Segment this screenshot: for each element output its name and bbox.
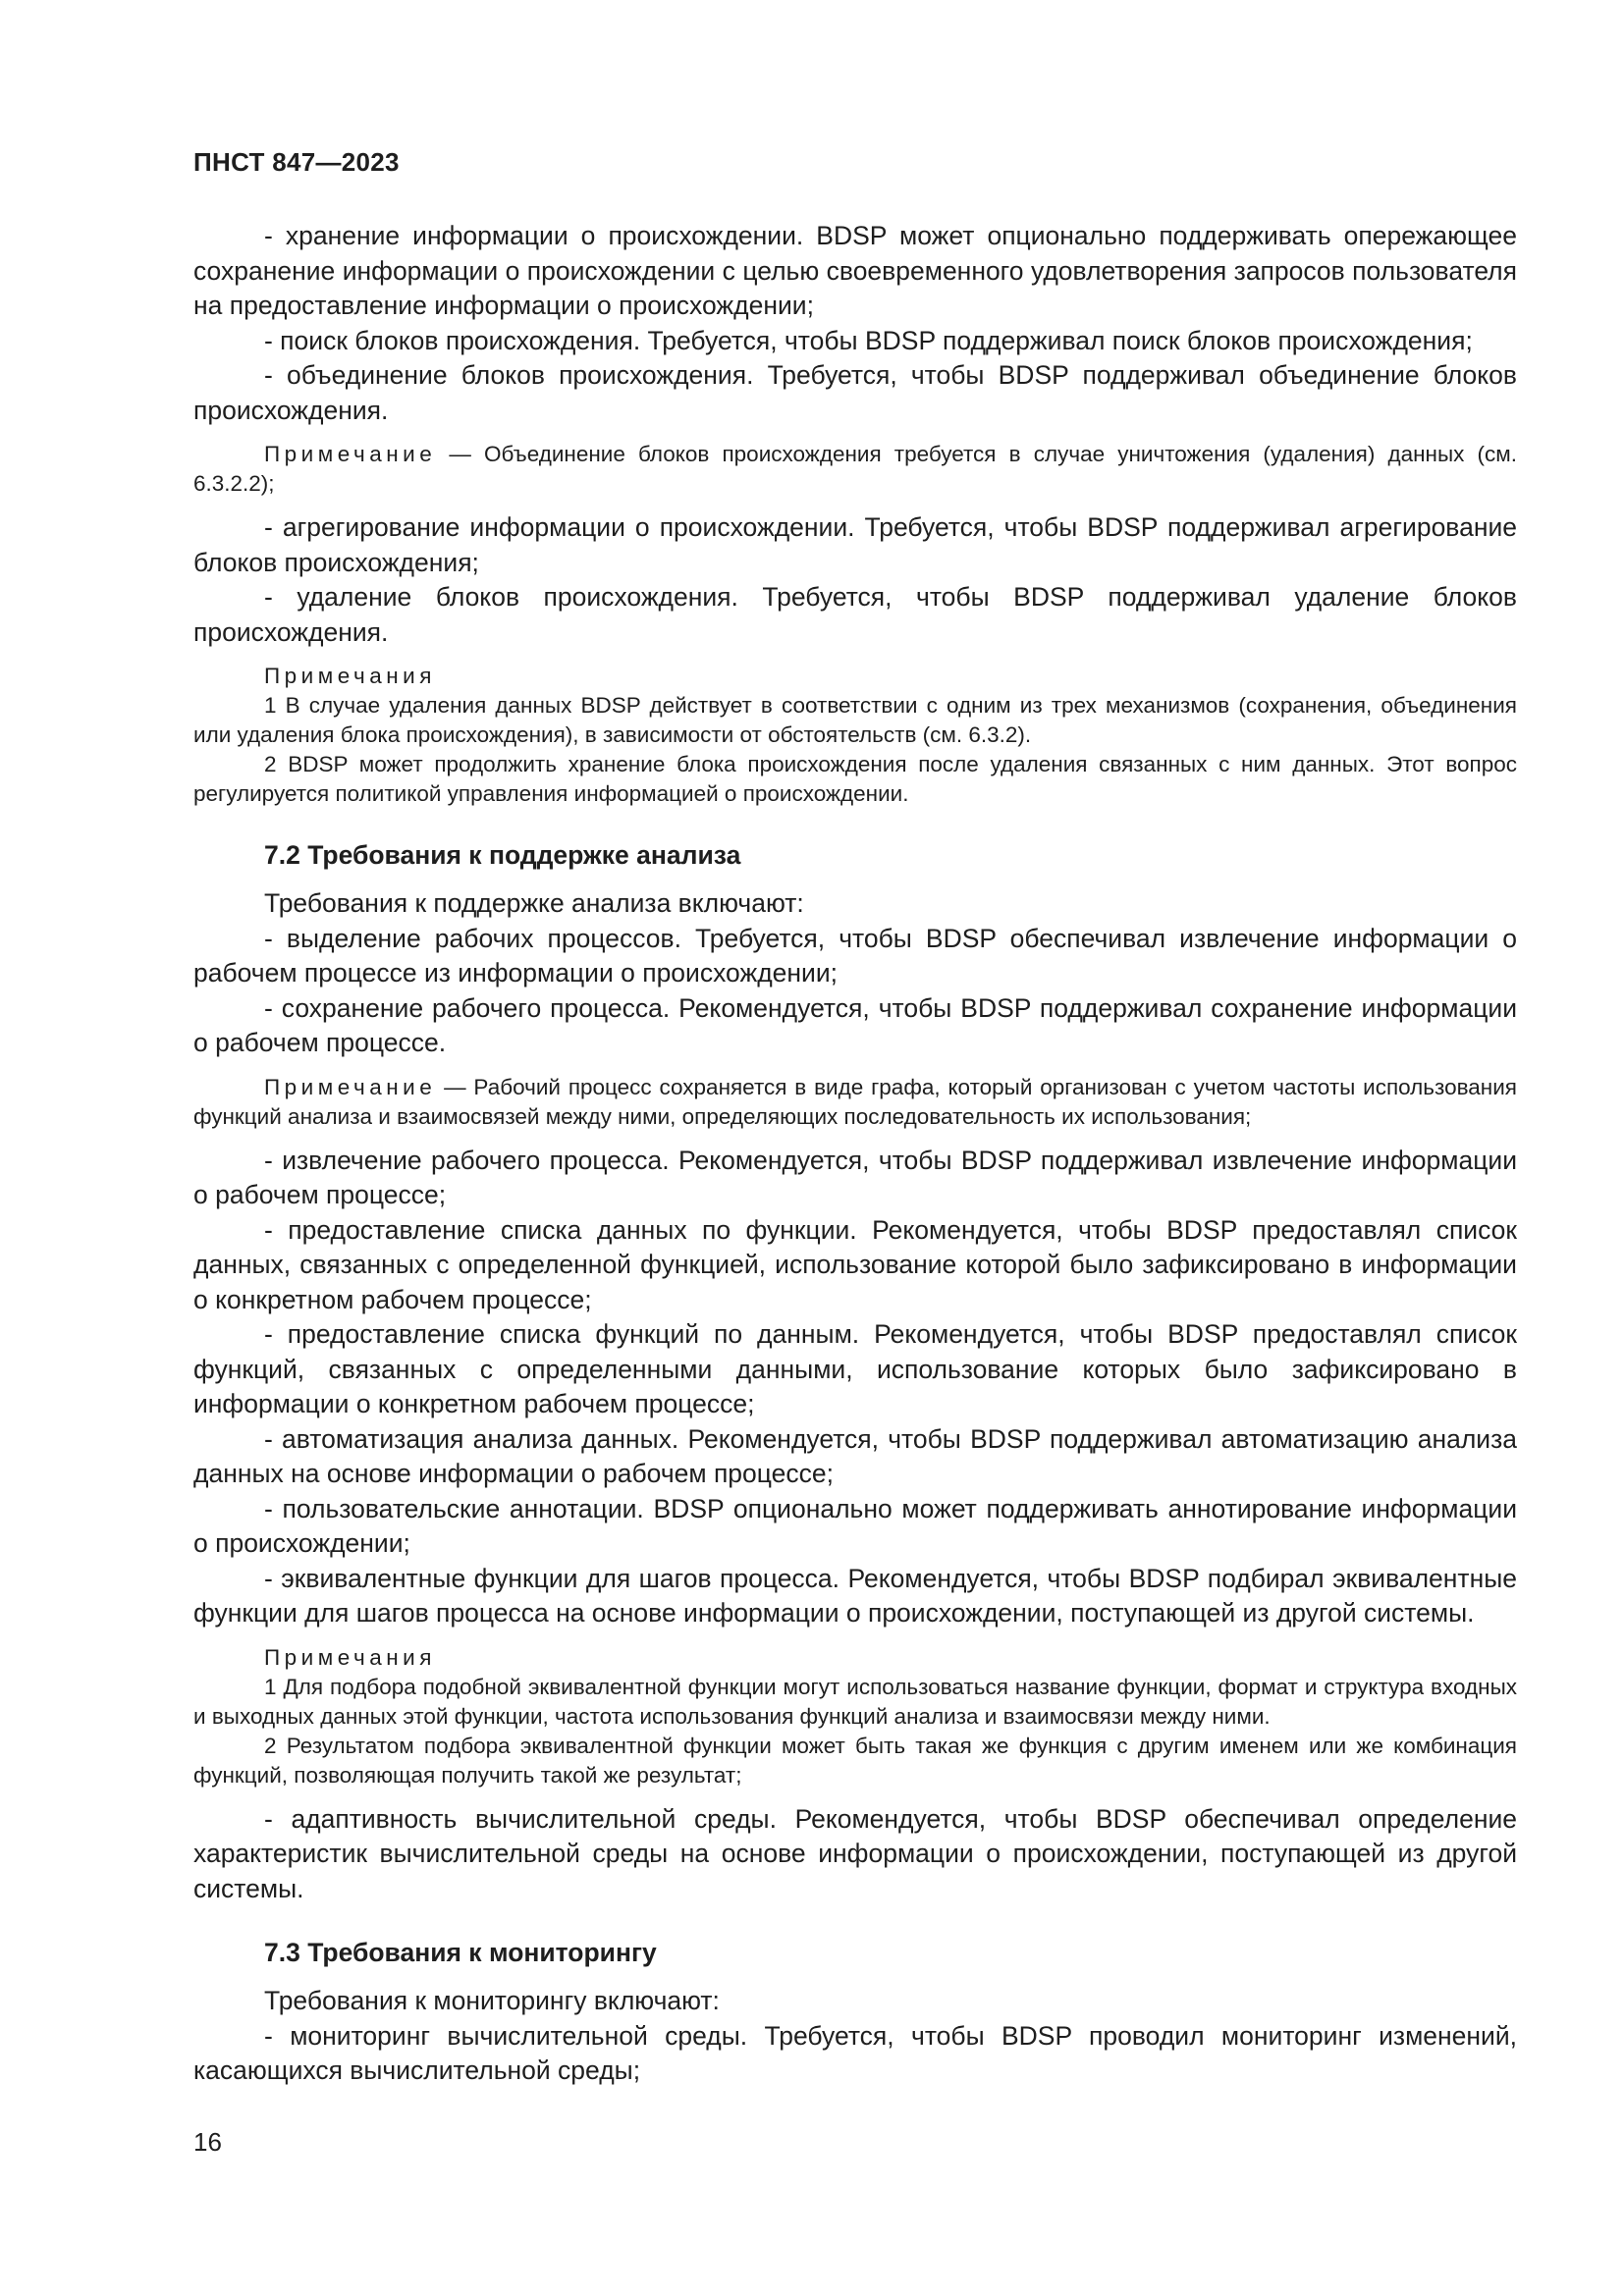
note-text: — Рабочий процесс сохраняется в виде графа, который организован с учетом частоты использования функций анализа и взаимосвязей между ними, определяющих последовательность их использования; [193,1074,1517,1129]
section-heading: 7.3 Требования к мониторингу [264,1938,657,1967]
note [193,440,1517,499]
notes-title: Примечания [264,664,436,688]
note-text: — Объединение блоков происхождения требуется в случае уничтожения (удаления) данных (см. 6.3.2.2); [193,442,1517,496]
note-item: 2 BDSP может продолжить хранение блока происхождения после удаления связанных с ним данных. Этот вопрос регулируется политикой управления информацией о происхождении. [193,752,1517,806]
note-item: 1 Для подбора подобной эквивалентной функции могут использоваться название функции, формат и структура входных и выходных данных этой функции, частота использования функций анализа и взаимосвязи между ними. [193,1674,1517,1729]
note-item: 2 Результатом подбора эквивалентной функции может быть такая же функция с другим именем или же комбинация функций, позволяющая получить такой же результат; [193,1733,1517,1788]
note-item: 1 В случае удаления данных BDSP действует в соответствии с одним из трех механизмов (сохранения, объединения или удаления блока происхождения), в зависимости от обстоятельств (см. 6.3.2). [193,693,1517,747]
paragraph: - извлечение рабочего процесса. Рекомендуется, чтобы BDSP поддерживал извлечение информации о рабочем процессе; [193,1145,1517,1209]
section-heading: 7.2 Требования к поддержке анализа [264,840,741,870]
note [193,1073,1517,1132]
notes [193,662,1517,809]
paragraph: - объединение блоков происхождения. Требуется, чтобы BDSP поддерживал объединение блоков происхождения. [193,360,1517,425]
notes [193,1643,1517,1790]
note-label: Примечание [264,442,437,466]
document-header: ПНСТ 847—2023 [193,147,400,177]
paragraph: - мониторинг вычислительной среды. Требуется, чтобы BDSP проводил мониторинг изменений, касающихся вычислительной среды; [193,2020,1517,2085]
paragraph: - хранение информации о происхождении. BDSP может опционально поддерживать опережающее сохранение информации о происхождении с целью своевременного удовлетворения запросов пользователя на предоставление информации о происхождении; [193,221,1517,320]
notes-title: Примечания [264,1644,436,1670]
page-number: 16 [193,2127,222,2157]
paragraph: Требования к мониторингу включают: [264,1986,720,2015]
document-body [193,219,1517,2089]
paragraph: - агрегирование информации о происхождении. Требуется, чтобы BDSP поддерживал агрегирование блоков происхождения; [193,512,1517,577]
paragraph: - поиск блоков происхождения. Требуется, чтобы BDSP поддерживал поиск блоков происхождения; [264,325,1473,355]
paragraph: - адаптивность вычислительной среды. Рекомендуется, чтобы BDSP обеспечивал определение характеристик вычислительной среды на основе информации о происхождении, поступающей из другой системы. [193,1803,1517,1903]
note-label: Примечание [264,1074,437,1099]
paragraph: - предоставление списка функций по данным. Рекомендуется, чтобы BDSP предоставлял список функций, связанных с определенными данными, использование которых было зафиксировано в информации о конкретном рабочем процессе; [193,1319,1517,1418]
paragraph: - эквивалентные функции для шагов процесса. Рекомендуется, чтобы BDSP подбирал эквивалентные функции для шагов процесса на основе информации о происхождении, поступающей из другой системы. [193,1563,1517,1628]
paragraph: - сохранение рабочего процесса. Рекомендуется, чтобы BDSP поддерживал сохранение информации о рабочем процессе. [193,992,1517,1057]
paragraph: Требования к поддержке анализа включают: [264,888,804,918]
paragraph: - предоставление списка данных по функции. Рекомендуется, чтобы BDSP предоставлял список данных, связанных с определенной функцией, использование которой было зафиксировано в информации о конкретном рабочем процессе; [193,1214,1517,1314]
paragraph: - пользовательские аннотации. BDSP опционально может поддерживать аннотирование информации о происхождении; [193,1493,1517,1558]
paragraph: - удаление блоков происхождения. Требуется, чтобы BDSP поддерживал удаление блоков происхождения. [193,582,1517,647]
paragraph: - автоматизация анализа данных. Рекомендуется, чтобы BDSP поддерживал автоматизацию анализа данных на основе информации о рабочем процессе; [193,1423,1517,1488]
paragraph: - выделение рабочих процессов. Требуется, чтобы BDSP обеспечивал извлечение информации о рабочем процессе из информации о происхождении; [193,923,1517,988]
